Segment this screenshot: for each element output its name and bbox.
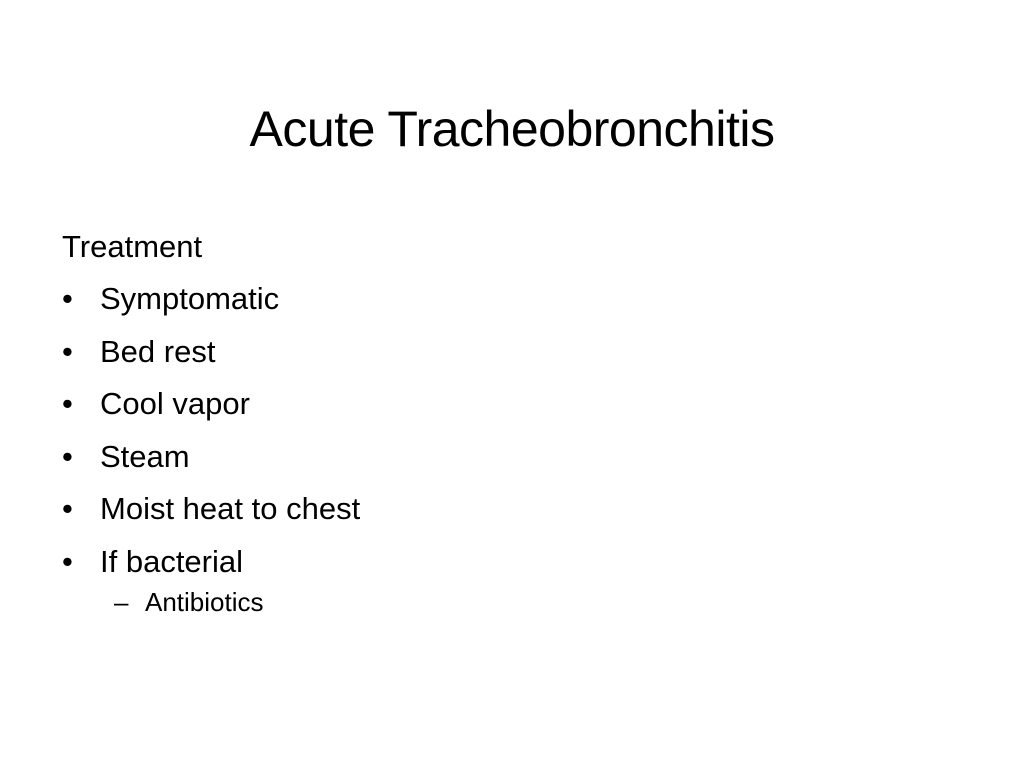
list-item-label: If bacterial: [100, 543, 244, 579]
list-item-label: Steam: [100, 438, 190, 474]
bullet-icon: •: [62, 333, 73, 369]
list-item-label: Bed rest: [100, 333, 216, 369]
list-item: [62, 436, 962, 478]
section-heading: Treatment: [62, 229, 203, 264]
sub-list-item: [62, 585, 962, 619]
list-item-label: Cool vapor: [100, 386, 250, 421]
list-item-label: Moist heat to chest: [100, 491, 361, 526]
list-item: [62, 488, 962, 530]
bullet-icon: •: [62, 386, 73, 421]
list-item: [62, 541, 962, 583]
list-item-label: Symptomatic: [100, 281, 280, 316]
bullet-icon: •: [62, 491, 73, 526]
list-item: [62, 331, 962, 373]
slide-title: Acute Tracheobronchitis: [249, 101, 775, 157]
list-item: [62, 278, 962, 320]
sub-list-item-label: Antibiotics: [145, 587, 264, 617]
slide-body: [62, 226, 962, 619]
bullet-icon: •: [62, 281, 73, 316]
list-item: [62, 383, 962, 425]
bullet-icon: •: [62, 543, 73, 579]
dash-icon: –: [114, 587, 129, 617]
bullet-list: [62, 278, 962, 619]
bullet-icon: •: [62, 438, 73, 474]
